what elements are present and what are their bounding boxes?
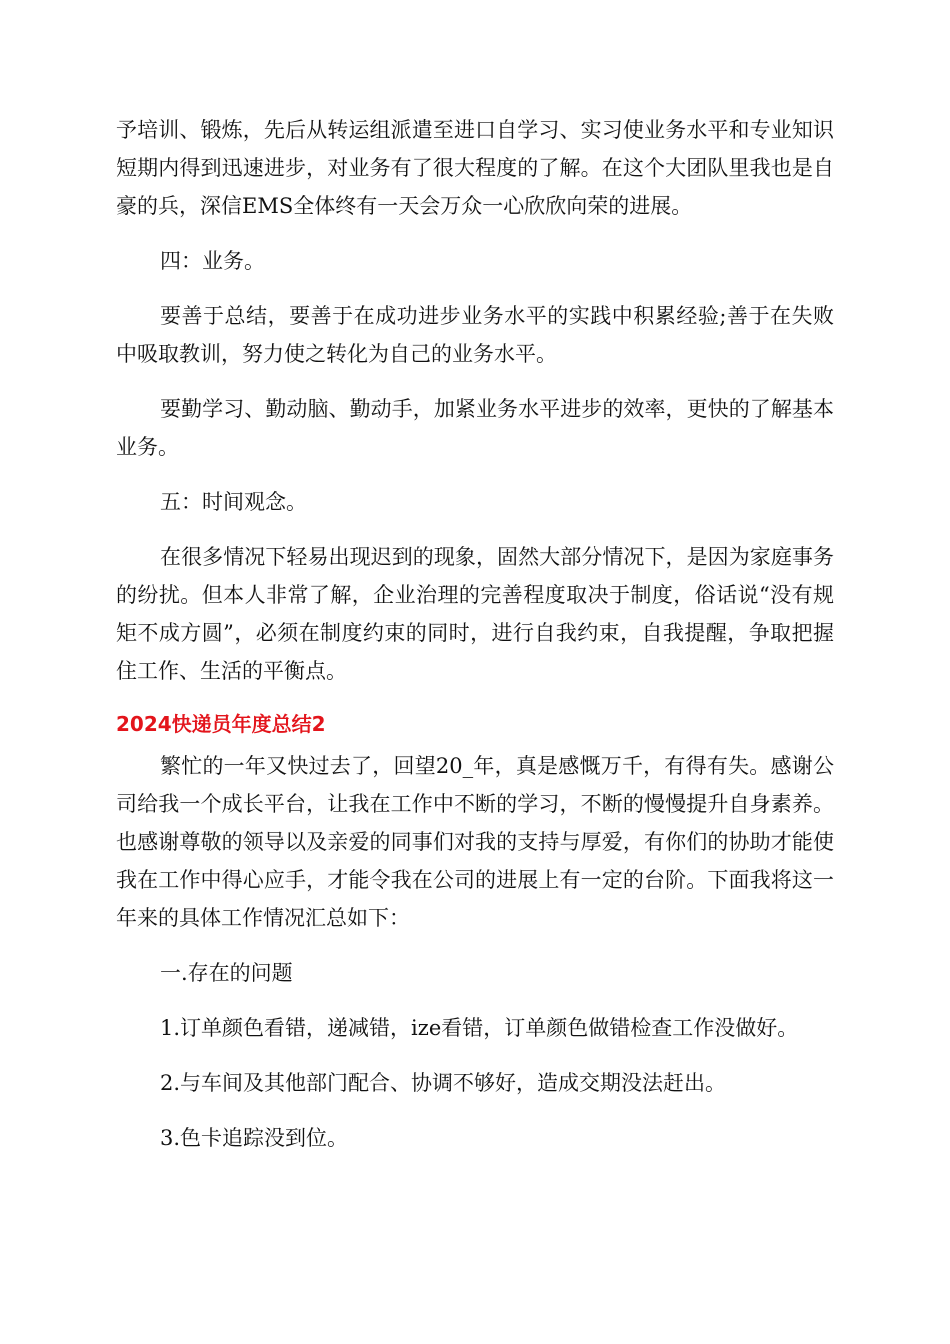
problem-item-1: 1.订单颜色看错，递减错，ize看错，订单颜色做错检查工作没做好。 (160, 1016, 799, 1040)
problem-item-2: 2.与车间及其他部门配合、协调不够好，造成交期没法赶出。 (160, 1071, 727, 1095)
section-4-paragraph-1: 要善于总结，要善于在成功进步业务水平的实践中积累经验;善于在失败中吸取教训，努力使之转化为自己的业务水平。 (116, 304, 834, 366)
section-5-title: 五：时间观念。 (160, 490, 307, 514)
document-body (116, 111, 834, 1174)
intro-paragraph: 予培训、锻炼，先后从转运组派遣至进口自学习、实习使业务水平和专业知识短期内得到迅速进步，对业务有了很大程度的了解。在这个大团队里我也是自豪的兵，深信EMS全体终有一天会万众一心欣欣向荣的进展。 (116, 118, 834, 218)
section-4-paragraph-2: 要勤学习、勤动脑、勤动手，加紧业务水平进步的效率，更快的了解基本业务。 (116, 397, 834, 459)
report-heading-2: 2024快递员年度总结2 (116, 712, 326, 736)
report-2-paragraph-1: 繁忙的一年又快过去了，回望20_年，真是感慨万千，有得有失。感谢公司给我一个成长平台，让我在工作中不断的学习，不断的慢慢提升自身素养。也感谢尊敬的领导以及亲爱的同事们对我的支持与厚爱，有你们的协助才能使我在工作中得心应手，才能令我在公司的进展上有一定的台阶。下面我将这一年来的具体工作情况汇总如下： (116, 754, 834, 930)
problems-title: 一.存在的问题 (160, 961, 293, 985)
section-4-title: 四：业务。 (160, 249, 265, 273)
section-5-paragraph-1: 在很多情况下轻易出现迟到的现象，固然大部分情况下，是因为家庭事务的纷扰。但本人非常了解，企业治理的完善程度取决于制度，俗话说“没有规矩不成方圆”，必须在制度约束的同时，进行自我约束，自我提醒，争取把握住工作、生活的平衡点。 (116, 545, 834, 683)
problem-item-3: 3.色卡追踪没到位。 (160, 1126, 349, 1150)
